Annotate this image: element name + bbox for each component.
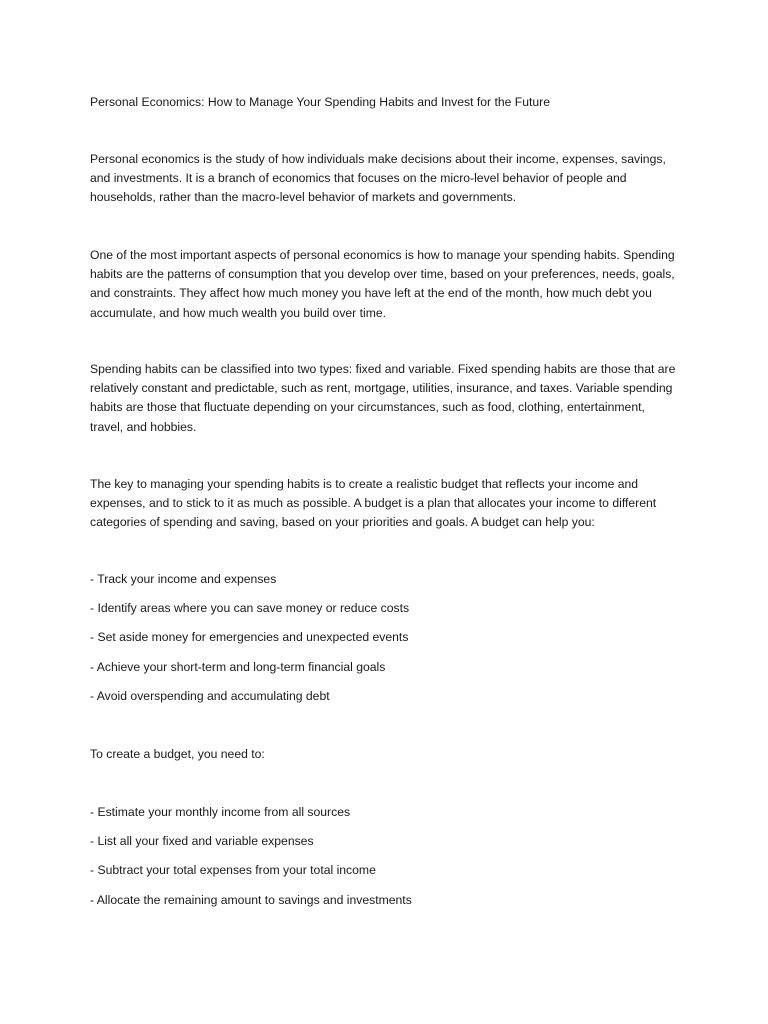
- list-item: - Estimate your monthly income from all sources: [90, 805, 351, 819]
- list-item: - Allocate the remaining amount to savings and investments: [90, 892, 412, 907]
- budget-benefits-list: [90, 570, 409, 716]
- document-title: Personal Economics: How to Manage Your Spending Habits and Invest for the Future: [90, 95, 551, 109]
- paragraph-fixed-variable: Spending habits can be classified into two types: fixed and variable. Fixed spending habits are those that are relatively constant and predictable, such as rent, mortgage, utilities, insurance, and taxes. Variable spending habits are those that fluctuate depending on your circumstances, such as food, clothing, entertainment, travel, and hobbies.: [90, 362, 676, 434]
- create-budget-intro: To create a budget, you need to:: [90, 747, 265, 761]
- paragraph-intro: Personal economics is the study of how individuals make decisions about their income, expenses, savings, and investments. It is a branch of economics that focuses on the micro-level behavior of people and households, rather than the macro-level behavior of markets and governments.: [90, 152, 666, 205]
- list-item: - Subtract your total expenses from your total income: [90, 863, 376, 878]
- list-item: - Achieve your short-term and long-term financial goals: [90, 659, 386, 674]
- budget-steps-list: [90, 803, 412, 920]
- list-item: - Track your income and expenses: [90, 572, 277, 586]
- paragraph-spending-habits: One of the most important aspects of personal economics is how to manage your spending habits. Spending habits are the patterns of consumption that you develop over time, based on your preferences, needs, goals, and constraints. They affect how much money you have left at the end of the month, how much debt you accumulate, and how much wealth you build over time.: [90, 248, 675, 320]
- paragraph-budget: The key to managing your spending habits is to create a realistic budget that reflects your income and expenses, and to stick to it as much as possible. A budget is a plan that allocates your income to different categories of spending and saving, based on your priorities and goals. A budget can help you:: [90, 477, 657, 530]
- list-item: - Set aside money for emergencies and unexpected events: [90, 630, 409, 645]
- list-item: - Avoid overspending and accumulating debt: [90, 688, 330, 703]
- list-item: - List all your fixed and variable expenses: [90, 834, 314, 849]
- list-item: - Identify areas where you can save money or reduce costs: [90, 601, 410, 616]
